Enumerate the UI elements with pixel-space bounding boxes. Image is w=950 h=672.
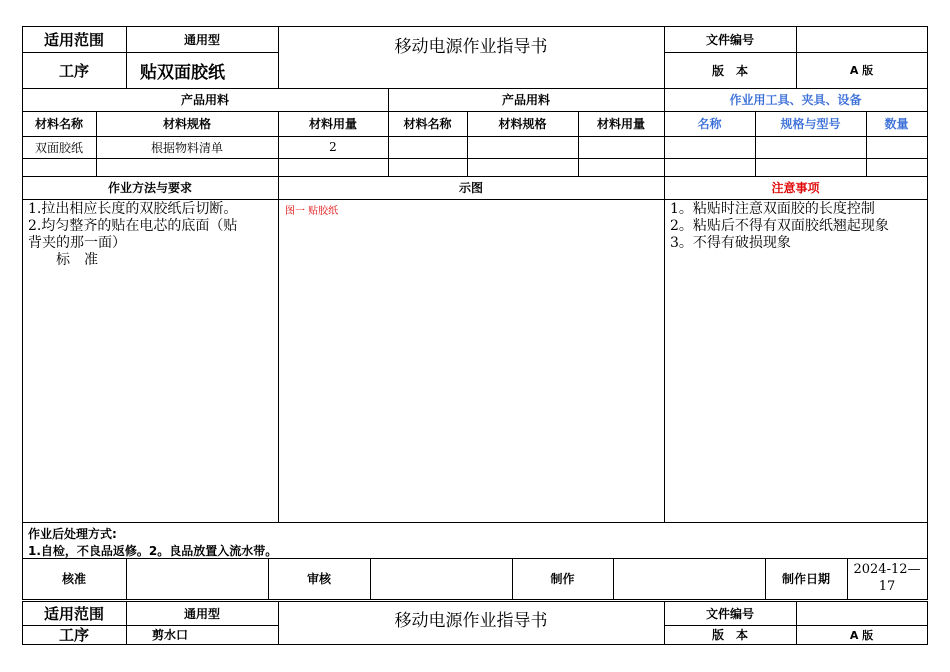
col-tool-qty: 数量 (884, 117, 909, 131)
tools-title: 作业用工具、夹具、设备 (729, 93, 862, 107)
date-value (847, 561, 927, 595)
note-line: 1。粘贴时注意双面胶的长度控制 (670, 201, 875, 217)
diagram-caption: 图一 贴胶纸 (285, 206, 339, 217)
next-process-value: 剪水口 (152, 628, 189, 642)
diagram-title: 示图 (458, 181, 483, 195)
document-title: 移动电源作业指导书 (394, 36, 548, 57)
method-line: 背夹的那一面） (28, 235, 126, 251)
method-line: 标 准 (28, 252, 98, 268)
date-value-line: 17 (878, 579, 896, 594)
doc-no-label: 文件编号 (705, 32, 754, 47)
col-material-spec-2: 材料规格 (498, 117, 547, 131)
notes-title: 注意事项 (771, 181, 820, 195)
approve-label: 核准 (61, 572, 86, 586)
date-value-line: 2024-12— (853, 562, 921, 577)
next-scope-label: 适用范围 (43, 604, 104, 623)
scope-value: 通用型 (183, 32, 220, 47)
next-version-value: A 版 (849, 628, 874, 642)
scope-label: 适用范围 (43, 30, 104, 49)
method-title: 作业方法与要求 (107, 181, 192, 195)
method-line: 1.拉出相应长度的双胶纸后切断。 (28, 201, 238, 217)
col-tool-spec: 规格与型号 (780, 117, 841, 131)
col-material-name-2: 材料名称 (403, 117, 452, 131)
col-material-qty: 材料用量 (308, 117, 357, 131)
review-label: 审核 (306, 572, 331, 586)
next-scope-value: 通用型 (183, 606, 220, 621)
material-qty-cell: 2 (329, 140, 337, 154)
next-version-label: 版 本 (711, 628, 748, 642)
next-doc-no-label: 文件编号 (705, 606, 754, 621)
doc-no-value (796, 26, 927, 52)
method-line: 2.均匀整齐的贴在电芯的底面（贴 (28, 218, 238, 234)
method-content (28, 201, 278, 269)
process-label: 工序 (58, 61, 89, 80)
col-tool-name: 名称 (697, 117, 722, 131)
material-name-cell: 双面胶纸 (34, 140, 83, 155)
col-material-name: 材料名称 (34, 117, 83, 131)
make-label: 制作 (550, 572, 575, 586)
notes-content (670, 201, 927, 252)
product-materials-title: 产品用料 (180, 93, 229, 107)
version-value: A 版 (849, 64, 874, 77)
col-material-spec: 材料规格 (162, 117, 211, 131)
next-process-label: 工序 (58, 626, 89, 644)
date-label: 制作日期 (781, 572, 830, 586)
post-process-content: 1.自检，不良品返修。2。良品放置入流水带。 (28, 544, 278, 558)
note-line: 2。粘贴后不得有双面胶纸翘起现象 (670, 218, 889, 234)
post-process-title: 作业后处理方式: (28, 527, 117, 541)
next-document-title: 移动电源作业指导书 (394, 610, 548, 631)
version-label: 版 本 (711, 63, 748, 78)
product-materials-title-2: 产品用料 (501, 93, 550, 107)
note-line: 3。不得有破损现象 (670, 235, 791, 251)
col-material-qty-2: 材料用量 (596, 117, 645, 131)
process-value: 贴双面胶纸 (140, 62, 225, 83)
material-spec-cell: 根据物料清单 (150, 140, 223, 155)
